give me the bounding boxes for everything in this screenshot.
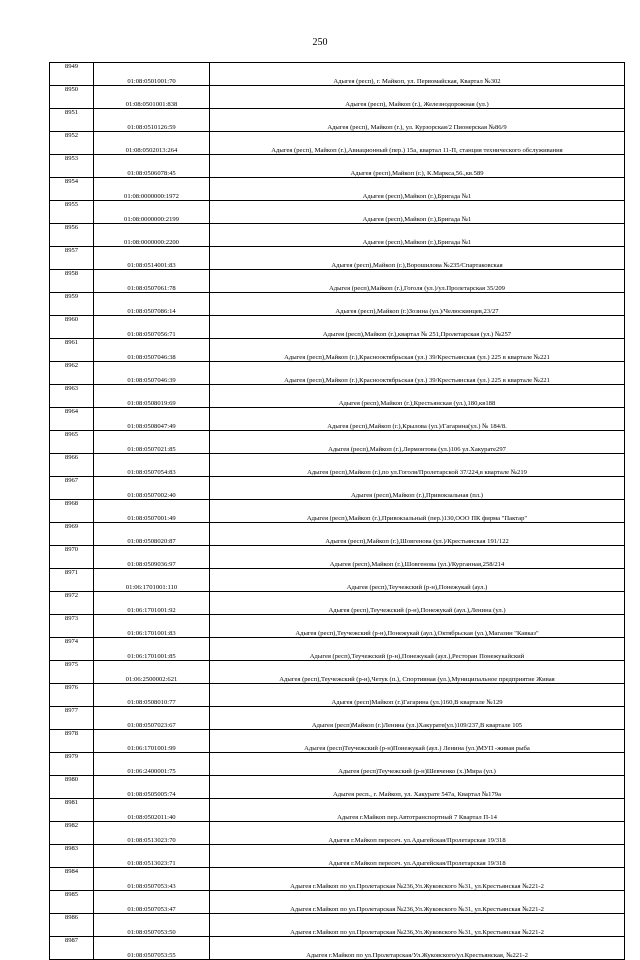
row-number: 8978 (50, 730, 94, 753)
cadastral-number: 01:06:2400001:75 (94, 753, 210, 776)
row-number: 8962 (50, 362, 94, 385)
table-row (50, 661, 625, 684)
table-row (50, 822, 625, 845)
address: Адыгея г.Майкоп пересеч. ул.Адыгейская/Пролетарская 19/318 (210, 822, 625, 845)
row-number: 8963 (50, 385, 94, 408)
table-row (50, 684, 625, 707)
row-number: 8951 (50, 109, 94, 132)
cadastral-number: 01:08:0507056:71 (94, 316, 210, 339)
registry-table (49, 62, 625, 960)
table-row (50, 316, 625, 339)
table-body (50, 63, 625, 960)
address: Адыгея (респ),Майкоп (г.),Гоголя (ул.)/ул.Пролетарская 35/209 (210, 270, 625, 293)
table-row (50, 132, 625, 155)
row-number: 8967 (50, 477, 94, 500)
row-number: 8973 (50, 615, 94, 638)
cadastral-number: 01:08:0507002:40 (94, 477, 210, 500)
address: Адыгея г.Майкоп по ул.Пролетарская №236,Ул.Жуковского №31, ул.Крестьянская №221-2 (210, 868, 625, 891)
row-number: 8954 (50, 178, 94, 201)
row-number: 8952 (50, 132, 94, 155)
cadastral-number: 01:06:1701001:110 (94, 569, 210, 592)
address: Адыгея (респ), Майкоп (г.), ул. Курзорская/2 Пионерская №86/9 (210, 109, 625, 132)
cadastral-number: 01:08:0501001:838 (94, 86, 210, 109)
cadastral-number: 01:06:1701001:85 (94, 638, 210, 661)
cadastral-number: 01:08:0508010:77 (94, 684, 210, 707)
table-row (50, 569, 625, 592)
page-number: 250 (312, 37, 328, 48)
table-row (50, 247, 625, 270)
address: Адыгея (респ),Майкоп (г.),Бригада №1 (210, 178, 625, 201)
table-row (50, 776, 625, 799)
row-number: 8972 (50, 592, 94, 615)
row-number: 8985 (50, 891, 94, 914)
table-row (50, 937, 625, 960)
address: Адыгея (респ),Майкоп (г.),Привокзальная (пл.) (210, 477, 625, 500)
table-row (50, 615, 625, 638)
cadastral-number: 01:08:0507053:55 (94, 937, 210, 960)
address: Адыгея (респ),Майкоп (г.),Бригада №1 (210, 224, 625, 247)
cadastral-number: 01:08:0510126:59 (94, 109, 210, 132)
address: Адыгея (респ),Майкоп (г.),Бригада №1 (210, 201, 625, 224)
cadastral-number: 01:08:0505005:74 (94, 776, 210, 799)
row-number: 8982 (50, 822, 94, 845)
address: Адыгея (респ),Майкоп (г.),по ул.Гоголя/Пролетарской 37/224,в квартале №219 (210, 454, 625, 477)
row-number: 8983 (50, 845, 94, 868)
table-row (50, 408, 625, 431)
row-number: 8953 (50, 155, 94, 178)
address: Адыгея (респ), г. Майкоп, ул. Первомайская, Квартал №302 (210, 63, 625, 86)
cadastral-number: 01:08:0507061:78 (94, 270, 210, 293)
cadastral-number: 01:08:0502013:264 (94, 132, 210, 155)
table-row (50, 891, 625, 914)
table-row (50, 799, 625, 822)
row-number: 8956 (50, 224, 94, 247)
address: Адыгея г.Майкоп по ул.Пролетарская №236,Ул.Жуковского №31, ул.Крестьянская №221-2 (210, 891, 625, 914)
table-row (50, 845, 625, 868)
row-number: 8984 (50, 868, 94, 891)
cadastral-number: 01:08:0508047:49 (94, 408, 210, 431)
cadastral-number: 01:08:0508020:87 (94, 523, 210, 546)
row-number: 8974 (50, 638, 94, 661)
table-row (50, 201, 625, 224)
address: Адыгея (респ), Майкоп (г.), Железнодорожная (ул.) (210, 86, 625, 109)
cadastral-number: 01:08:0507053:50 (94, 914, 210, 937)
cadastral-number: 01:06:2500002:621 (94, 661, 210, 684)
address: Адыгея (респ)Теучежский (р-н)Понежукай (аул.) Ленина (ул.)МУП -живая рыба (210, 730, 625, 753)
address: Адыгея (респ)Майкоп (г.)Ленина (ул.)Хакурате(ул.)109/237,В квартале 105 (210, 707, 625, 730)
row-number: 8970 (50, 546, 94, 569)
cadastral-number: 01:08:0513023:70 (94, 822, 210, 845)
address: Адыгея (респ),Майкоп (г.),Краснооктябрьская (ул.) 39/Крестьянская (ул.) 225 в квартале №221 (210, 339, 625, 362)
cadastral-number: 01:06:1701001:83 (94, 615, 210, 638)
row-number: 8980 (50, 776, 94, 799)
table-row (50, 753, 625, 776)
table-row (50, 270, 625, 293)
cadastral-number: 01:08:0507046:39 (94, 362, 210, 385)
cadastral-number: 01:08:0506078:45 (94, 155, 210, 178)
cadastral-number: 01:08:0513023:71 (94, 845, 210, 868)
table-row (50, 63, 625, 86)
cadastral-number: 01:08:0509036:97 (94, 546, 210, 569)
address: Адыгея (респ),Майкоп (г.)Зозина (ул.)/Челюскинцев,23/27 (210, 293, 625, 316)
address: Адыгея (респ),Майкоп (г.),Шовгенова (ул.)/Крестьянская 191/122 (210, 523, 625, 546)
table-row (50, 454, 625, 477)
cadastral-number: 01:06:1701001:99 (94, 730, 210, 753)
address: Адыгея (респ),Майкоп (г.),Ворошилова №235/Спартаковская (210, 247, 625, 270)
cadastral-number: 01:08:0507053:43 (94, 868, 210, 891)
cadastral-number: 01:06:1701001:92 (94, 592, 210, 615)
row-number: 8986 (50, 914, 94, 937)
cadastral-number: 01:08:0000000:2199 (94, 201, 210, 224)
row-number: 8968 (50, 500, 94, 523)
address: Адыгея (респ)Теучежский (р-н)Шевченко (х.)Мира (ул.) (210, 753, 625, 776)
address: Адыгея г.Майкоп по ул.Пролетарская №236,Ул.Жуковского №31, ул.Крестьянская №221-2 (210, 914, 625, 937)
address: Адыгея (респ),Майкоп (г.),Крестьянская (ул.),180,кв188 (210, 385, 625, 408)
cadastral-number: 01:08:0507046:38 (94, 339, 210, 362)
table-row (50, 385, 625, 408)
address: Адыгея (респ), Майкоп (г.),Авиационный (пер.) 15а, квартал 11-П, станция технического обслуживания (210, 132, 625, 155)
table-row (50, 224, 625, 247)
table-row (50, 293, 625, 316)
cadastral-number: 01:08:0502011:40 (94, 799, 210, 822)
table-row (50, 730, 625, 753)
row-number: 8960 (50, 316, 94, 339)
row-number: 8949 (50, 63, 94, 86)
cadastral-number: 01:08:0507054:83 (94, 454, 210, 477)
cadastral-number: 01:08:0507001:49 (94, 500, 210, 523)
row-number: 8961 (50, 339, 94, 362)
table-row (50, 707, 625, 730)
address: Адыгея (респ),Майкоп (г.),Краснооктябрьская (ул.) 39/Крестьянская (ул.) 225 в квартале №221 (210, 362, 625, 385)
table-row (50, 339, 625, 362)
address: Адыгея (респ),Теучежский (р-н),Четук (п.), Спортивная (ул.),Муниципальное предприятие Живая (210, 661, 625, 684)
address: Адыгея (респ),Теучежский (р-н),Понежукай (аул.),Ленина (ул.) (210, 592, 625, 615)
row-number: 8977 (50, 707, 94, 730)
address: Адыгея г.Майкоп пересеч. ул.Адыгейская/Пролетарская 19/318 (210, 845, 625, 868)
row-number: 8957 (50, 247, 94, 270)
address: Адыгея респ., г. Майкоп, ул. Хакурате 547а, Квартал №179а (210, 776, 625, 799)
cadastral-number: 01:08:0507086:14 (94, 293, 210, 316)
row-number: 8975 (50, 661, 94, 684)
row-number: 8950 (50, 86, 94, 109)
address: Адыгея (респ),Майкоп (г.), К.Маркса,56.,кв.589 (210, 155, 625, 178)
row-number: 8964 (50, 408, 94, 431)
row-number: 8979 (50, 753, 94, 776)
table-row (50, 638, 625, 661)
row-number: 8966 (50, 454, 94, 477)
address: Адыгея (респ),Майкоп (г.),Крылова (ул.)/Гагарина(ул.) № 184/8. (210, 408, 625, 431)
address: Адыгея (респ),Теучежский (р-н),Понежукай (аул.) (210, 569, 625, 592)
table-row (50, 109, 625, 132)
table-row (50, 431, 625, 454)
row-number: 8959 (50, 293, 94, 316)
cadastral-number: 01:08:0514001:83 (94, 247, 210, 270)
row-number: 8987 (50, 937, 94, 960)
table-row (50, 546, 625, 569)
row-number: 8971 (50, 569, 94, 592)
cadastral-number: 01:08:0501001:70 (94, 63, 210, 86)
table-row (50, 523, 625, 546)
address: Адыгея г.Майкоп пер.Автотранспортный 7 Квартал П-14 (210, 799, 625, 822)
row-number: 8969 (50, 523, 94, 546)
cadastral-number: 01:08:0507023:67 (94, 707, 210, 730)
table-row (50, 362, 625, 385)
address: Адыгея г.Майкоп по ул.Пролетарская/Ул.Жуковского/ул.Крестьянская, №221-2 (210, 937, 625, 960)
table-row (50, 592, 625, 615)
cadastral-number: 01:08:0507053:47 (94, 891, 210, 914)
cadastral-number: 01:08:0000000:2200 (94, 224, 210, 247)
address: Адыгея (респ),Майкоп (г.),Привокзальный (пер.)130,ООО ПК фирма "Пактар" (210, 500, 625, 523)
row-number: 8958 (50, 270, 94, 293)
table-row (50, 868, 625, 891)
address: Адыгея (респ),Майкоп (г.),Лермонтова (ул.)106 ул.Хакурате297 (210, 431, 625, 454)
cadastral-number: 01:08:0507021:85 (94, 431, 210, 454)
address: Адыгея (респ),Теучежский (р-н),Понежукай (аул.),Октябрьская (ул.),Магазин "Кавказ" (210, 615, 625, 638)
cadastral-number: 01:08:0508019:69 (94, 385, 210, 408)
address: Адыгея (респ),Теучежский (р-н),Понежукай (аул.),Ресторан Понежукайский (210, 638, 625, 661)
cadastral-number: 01:08:0000000:1972 (94, 178, 210, 201)
row-number: 8955 (50, 201, 94, 224)
address: Адыгея (респ)Майкоп (г.)Гагарина (ул.)160,В квартале №129 (210, 684, 625, 707)
row-number: 8981 (50, 799, 94, 822)
address: Адыгея (респ),Майкоп (г.),Шовгенова (ул.)/Курганная,258/214 (210, 546, 625, 569)
row-number: 8965 (50, 431, 94, 454)
address: Адыгея (респ),Майкоп (г.),квартал № 251,Пролетарская (ул.) №257 (210, 316, 625, 339)
row-number: 8976 (50, 684, 94, 707)
table-row (50, 86, 625, 109)
table-row (50, 477, 625, 500)
table-row (50, 500, 625, 523)
table-row (50, 155, 625, 178)
table-row (50, 914, 625, 937)
table-row (50, 178, 625, 201)
